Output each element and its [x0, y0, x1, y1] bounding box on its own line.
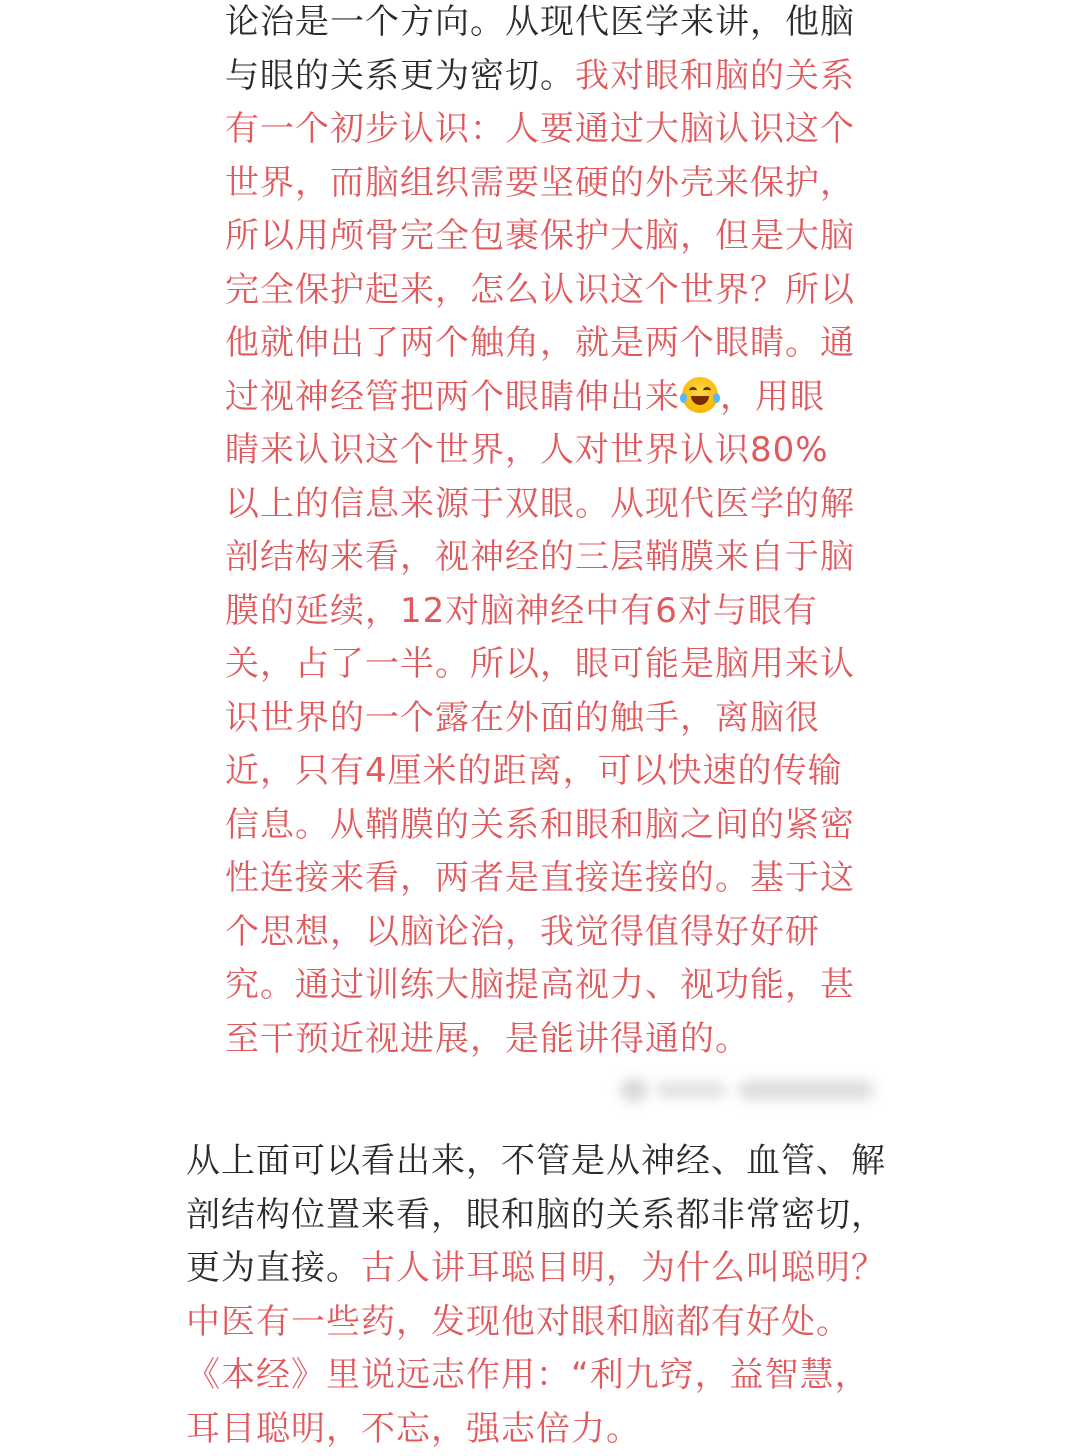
quoted-passage	[225, 0, 859, 1066]
body-red-text: 古人讲耳聪目明，为什么叫聪明？中医有一些药，发现他对眼和脑都有好处。《本经》里说远志作用：“利九窍，益智慧，耳目聪明，不忘，强志倍力。	[186, 1248, 886, 1449]
body-paragraph	[186, 1135, 898, 1456]
face-with-tears-of-joy-icon	[682, 377, 718, 413]
blurred-watermark	[620, 1072, 880, 1106]
quote-red-text-part2: ，用眼睛来认识这个世界，人对世界认识80%以上的信息来源于双眼。从现代医学的解剖结构来看，视神经的三层鞘膜来自于脑膜的延续，12对脑神经中有6对与眼有关，占了一半。所以，眼可能是脑用来认识世界的一个露在外面的触手，离脑很近，只有4厘米的距离，可以快速的传输信息。从鞘膜的关系和眼和脑之间的紧密性连接来看，两者是直接连接的。基于这个思想，以脑论治，我觉得值得好好研究。通过训练大脑提高视力、视功能，甚至干预近视进展，是能讲得通的。	[225, 376, 855, 1059]
quote-black-text: 论治是一个方向。从现代医学来讲，他脑与眼的关系更为密切。	[225, 2, 855, 96]
quote-red-text-part1: 我对眼和脑的关系有一个初步认识：人要通过大脑认识这个世界，而脑组织需要坚硬的外壳来保护，所以用颅骨完全包裹保护大脑，但是大脑完全保护起来，怎么认识这个世界？所以他就伸出了两个触角，就是两个眼睛。通过视神经管把两个眼睛伸出来	[225, 55, 855, 417]
body-black-text: 从上面可以看出来，不管是从神经、血管、解剖结构位置来看，眼和脑的关系都非常密切，更为直接。	[186, 1141, 886, 1288]
